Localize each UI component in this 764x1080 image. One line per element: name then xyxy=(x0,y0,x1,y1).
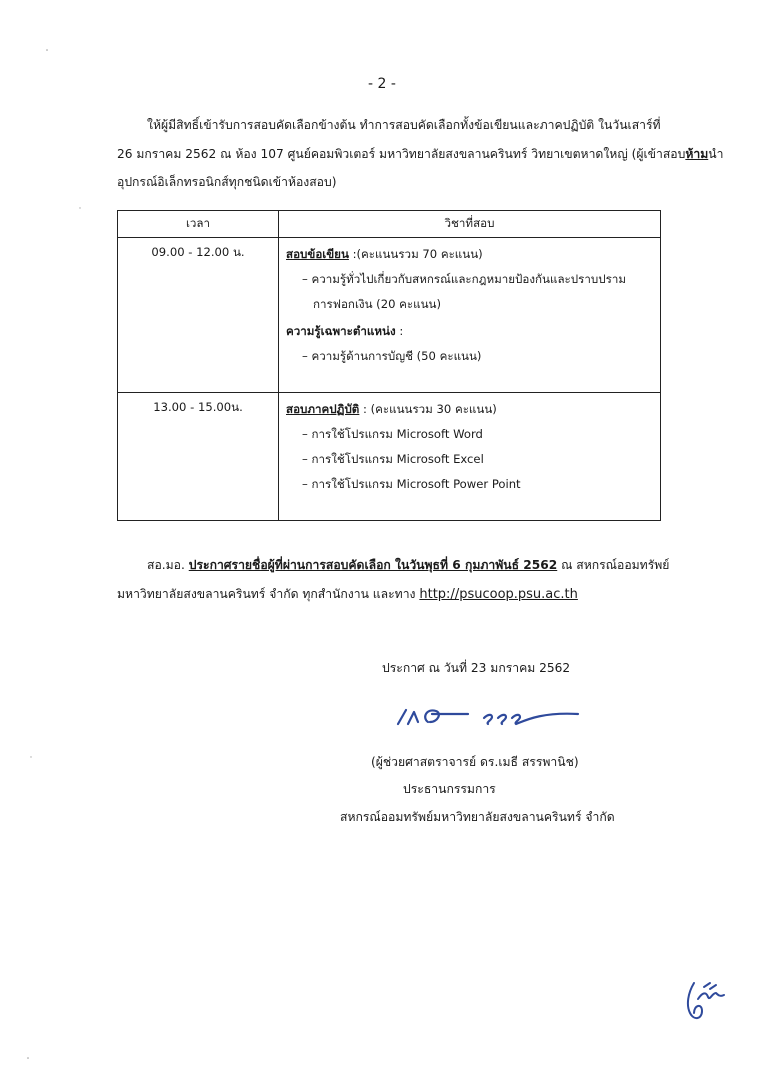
position-knowledge-note: : xyxy=(395,324,404,338)
practical-exam-note: : (คะแนนรวม 30 คะแนน) xyxy=(359,402,497,416)
table-header-row xyxy=(118,211,661,238)
intro-line-1: ให้ผู้มีสิทธิ์เข้ารับการสอบคัดเลือกข้างต้น ทำการสอบคัดเลือกทั้งข้อเขียนและภาคปฏิบัติ ในวันเสาร์ที่ xyxy=(147,118,661,132)
page-number: - 2 - xyxy=(368,76,396,92)
list-item: – การใช้โปรแกรม Microsoft Power Point xyxy=(302,477,521,491)
row2-time: 13.00 - 15.00น. xyxy=(118,393,279,521)
row1-time: 09.00 - 12.00 น. xyxy=(118,238,279,393)
position-knowledge-title: ความรู้เฉพาะตำแหน่ง xyxy=(286,324,396,338)
announcement-prefix: สอ.มอ. xyxy=(147,558,189,572)
exam-schedule-table xyxy=(117,210,661,521)
list-item: – ความรู้ทั่วไปเกี่ยวกับสหกรณ์และกฎหมายป้องกันและปราบปราม xyxy=(302,272,626,286)
handwritten-initials xyxy=(680,975,730,1029)
intro-line-3: อุปกรณ์อิเล็กทรอนิกส์ทุกชนิดเข้าห้องสอบ) xyxy=(117,175,337,189)
list-item: – ความรู้ด้านการบัญชี (50 คะแนน) xyxy=(302,349,482,363)
list-item: – การใช้โปรแกรม Microsoft Excel xyxy=(302,452,484,466)
list-item: – การใช้โปรแกรม Microsoft Word xyxy=(302,427,483,441)
website-link[interactable]: http://psucoop.psu.ac.th xyxy=(419,587,578,602)
list-item-continued: การฟอกเงิน (20 คะแนน) xyxy=(313,297,441,311)
announcement-bold: ประกาศรายชื่อผู้ที่ผ่านการสอบคัดเลือก ในวันพุธที่ 6 กุมภาพันธ์ 2562 xyxy=(188,558,558,572)
announcement-line-1 xyxy=(147,551,669,580)
header-subject: วิชาที่สอบ xyxy=(279,211,661,238)
signer-name: (ผู้ช่วยศาสตราจารย์ ดร.เมธี สรรพานิช) xyxy=(371,755,579,769)
announcement-line-2-text: มหาวิทยาลัยสงขลานครินทร์ จำกัด ทุกสำนักงาน และทาง xyxy=(117,587,420,601)
intro-line-2 xyxy=(117,140,723,169)
row2-subjects xyxy=(279,393,661,521)
handwritten-signature xyxy=(392,702,592,736)
practical-exam-title: สอบภาคปฏิบัติ xyxy=(286,402,360,416)
announcement-after: ณ สหกรณ์ออมทรัพย์ xyxy=(557,558,670,572)
table-row xyxy=(118,393,661,521)
row1-subjects xyxy=(279,238,661,393)
prohibited-word: ห้าม xyxy=(685,147,709,161)
intro-line-2-end: นำ xyxy=(708,147,724,161)
written-exam-title: สอบข้อเขียน xyxy=(286,247,349,261)
table-row xyxy=(118,238,661,393)
signer-position: ประธานกรรมการ xyxy=(403,782,496,796)
written-exam-note: :(คะแนนรวม 70 คะแนน) xyxy=(348,247,483,261)
intro-line-2-text: 26 มกราคม 2562 ณ ห้อง 107 ศูนย์คอมพิวเตอร์ มหาวิทยาลัยสงขลานครินทร์ วิทยาเขตหาดใหญ่ (ผู้เข้าสอบ xyxy=(117,147,686,161)
announcement-line-2 xyxy=(117,580,578,610)
announcement-date: ประกาศ ณ วันที่ 23 มกราคม 2562 xyxy=(382,661,571,675)
signer-organization: สหกรณ์ออมทรัพย์มหาวิทยาลัยสงขลานครินทร์ จำกัด xyxy=(340,810,615,824)
header-time: เวลา xyxy=(118,211,279,238)
